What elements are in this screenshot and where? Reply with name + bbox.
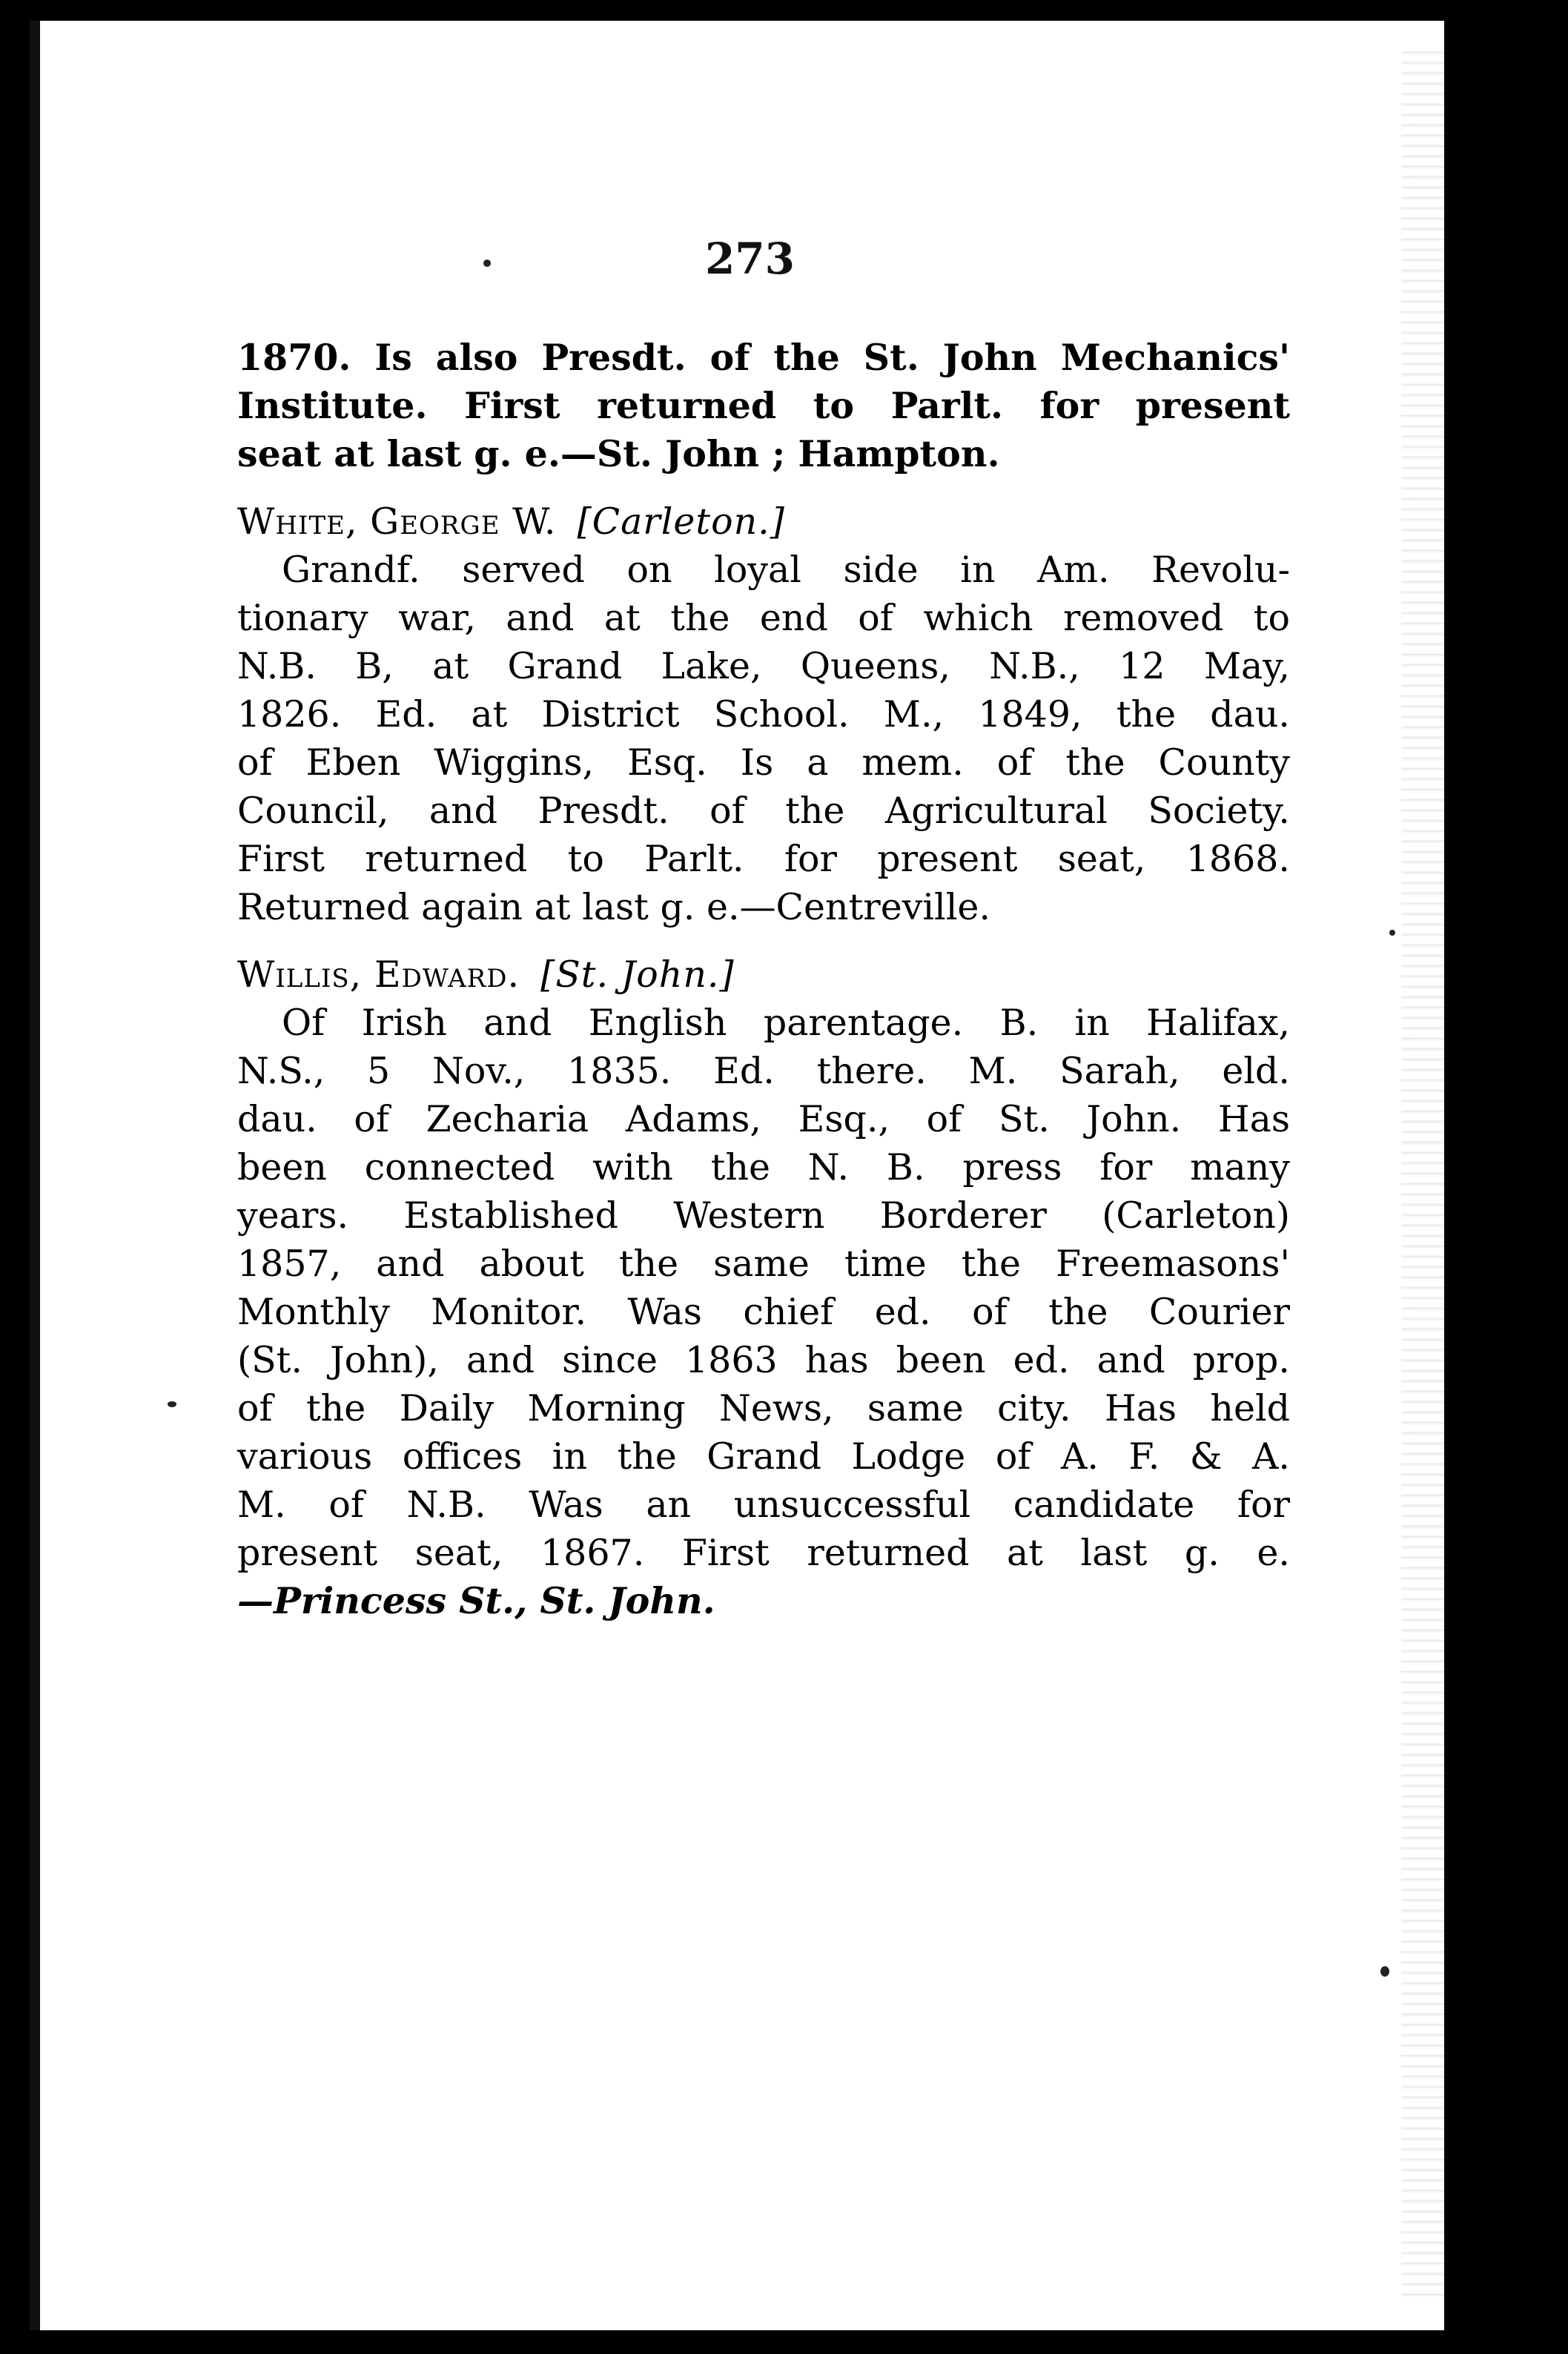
- text-line: Returned again at last g. e.—Centreville.: [237, 886, 990, 928]
- text-line: N.S., 5 Nov., 1835. Ed. there. M. Sarah, eld.: [237, 1050, 1290, 1092]
- text-line: of the Daily Morning News, same city. Has held: [237, 1387, 1290, 1429]
- entry-name: White, George W.: [237, 500, 557, 543]
- text-line: M. of N.B. Was an unsuccessful candidate for: [237, 1484, 1290, 1526]
- ink-speck: [1380, 1966, 1389, 1977]
- text-line: of Eben Wiggins, Esq. Is a mem. of the County: [237, 741, 1290, 784]
- text-line: 1826. Ed. at District School. M., 1849, the dau.: [237, 693, 1290, 735]
- entry-place: [St. John.]: [540, 953, 735, 996]
- entry-white-george: [237, 497, 1290, 931]
- text-line: tionary war, and at the end of which removed to: [237, 597, 1290, 639]
- text-line: (St. John), and since 1863 has been ed. and prop.: [237, 1339, 1290, 1381]
- text-line: various offices in the Grand Lodge of A. F. & A.: [237, 1435, 1290, 1478]
- right-edge-paper-texture: [1401, 44, 1444, 2298]
- text-line: Of Irish and English parentage. B. in Halifax,: [282, 1002, 1290, 1044]
- text-line: 1857, and about the same time the Freemasons': [237, 1243, 1290, 1285]
- ink-speck: [1389, 930, 1395, 936]
- text-line: present seat, 1867. First returned at last g. e.: [237, 1532, 1290, 1574]
- text-line: —Princess St., St. John.: [237, 1579, 715, 1622]
- text-line: Grandf. served on loyal side in Am. Revolu-: [282, 549, 1290, 591]
- text-line: dau. of Zecharia Adams, Esq., of St. John. Has: [237, 1098, 1290, 1140]
- entry-heading: [237, 950, 1290, 999]
- text-line: Council, and Presdt. of the Agricultural Society.: [237, 790, 1290, 832]
- continuation-paragraph: [237, 334, 1290, 478]
- page-number: 273: [704, 234, 795, 284]
- text-line: seat at last g. e.—St. John ; Hampton.: [237, 432, 1000, 475]
- right-edge-shadow: [1444, 0, 1568, 2354]
- entry-willis-edward: [237, 950, 1290, 1625]
- text-line: First returned to Parlt. for present seat, 1868.: [237, 838, 1290, 880]
- text-body: [237, 334, 1290, 1625]
- text-line: N.B. B, at Grand Lake, Queens, N.B., 12 May,: [237, 645, 1290, 687]
- text-line: years. Established Western Borderer (Carleton): [237, 1194, 1290, 1237]
- entry-heading: [237, 497, 1290, 546]
- left-edge-shadow: [30, 21, 40, 2330]
- ink-speck: [168, 1401, 176, 1407]
- text-line: Monthly Monitor. Was chief ed. of the Courier: [237, 1291, 1290, 1333]
- text-line: Institute. First returned to Parlt. for present: [237, 384, 1290, 427]
- entry-name: Willis, Edward.: [237, 953, 520, 996]
- entry-place: [Carleton.]: [577, 500, 785, 543]
- text-line: been connected with the N. B. press for many: [237, 1146, 1290, 1188]
- text-line: 1870. Is also Presdt. of the St. John Mechanics': [237, 336, 1290, 379]
